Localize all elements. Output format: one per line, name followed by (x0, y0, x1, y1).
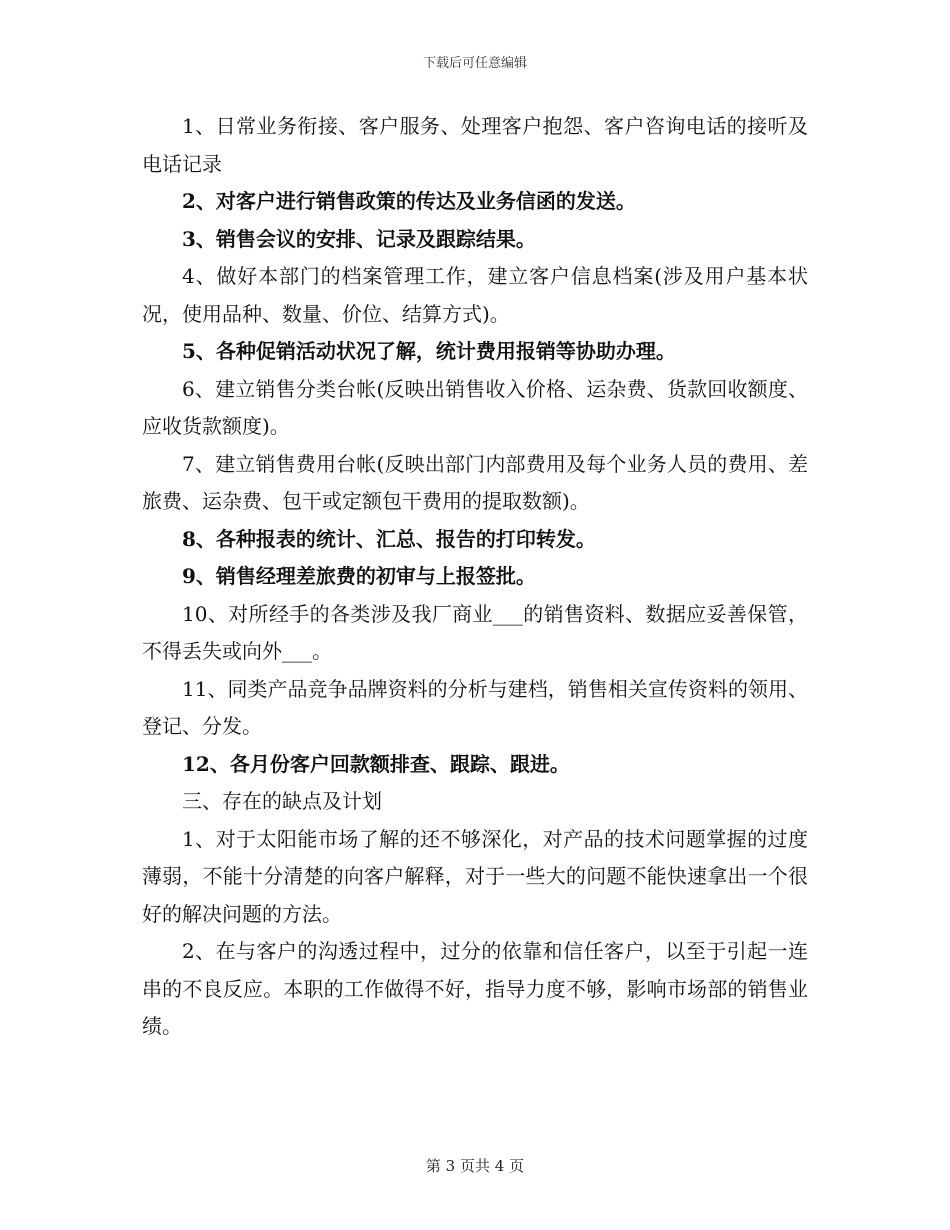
paragraph-11: 11、同类产品竞争品牌资料的分析与建档，销售相关宣传资料的领用、登记、分发。 (142, 676, 808, 738)
paragraph-10: 10、对所经手的各类涉及我厂商业___的销售资料、数据应妥善保管，不得丢失或向外___。 (142, 601, 808, 663)
page-footer: 第 3 页共 4 页 (425, 1157, 525, 1175)
paragraph-4: 4、做好本部门的档案管理工作，建立客户信息档案(涉及用户基本状况，使用品种、数量、价位、结算方式)。 (142, 264, 808, 326)
paragraph-7: 7、建立销售费用台帐(反映出部门内部费用及每个业务人员的费用、差旅费、运杂费、包干或定额包干费用的提取数额)。 (142, 451, 808, 513)
paragraph-9: 9、销售经理差旅费的初审与上报签批。 (182, 564, 536, 588)
document-body (142, 108, 808, 1046)
paragraph-8: 8、各种报表的统计、汇总、报告的打印转发。 (182, 526, 596, 551)
paragraph-12: 12、各月份客户回款额排查、跟踪、跟进。 (182, 751, 570, 776)
paragraph-1: 1、日常业务衔接、客户服务、处理客户抱怨、客户咨询电话的接听及电话记录 (142, 114, 808, 176)
paragraph-14: 2、在与客户的沟透过程中，过分的依靠和信任客户，以至于引起一连串的不良反应。本职的工作做得不好，指导力度不够，影响市场部的销售业绩。 (142, 939, 808, 1038)
paragraph-6: 6、建立销售分类台帐(反映出销售收入价格、运杂费、货款回收额度、应收货款额度)。 (142, 376, 808, 438)
paragraph-13: 1、对于太阳能市场了解的还不够深化，对产品的技术问题掌握的过度薄弱，不能十分清楚的向客户解释，对于一些大的问题不能快速拿出一个很好的解决问题的方法。 (142, 826, 808, 926)
page-header: 下载后可任意编辑 (422, 56, 527, 71)
paragraph-5: 5、各种促销活动状况了解，统计费用报销等协助办理。 (182, 339, 676, 363)
section-heading: 三、存在的缺点及计划 (182, 789, 382, 813)
paragraph-3: 3、销售会议的安排、记录及跟踪结果。 (182, 226, 536, 251)
paragraph-2: 2、对客户进行销售政策的传达及业务信函的发送。 (182, 189, 636, 213)
